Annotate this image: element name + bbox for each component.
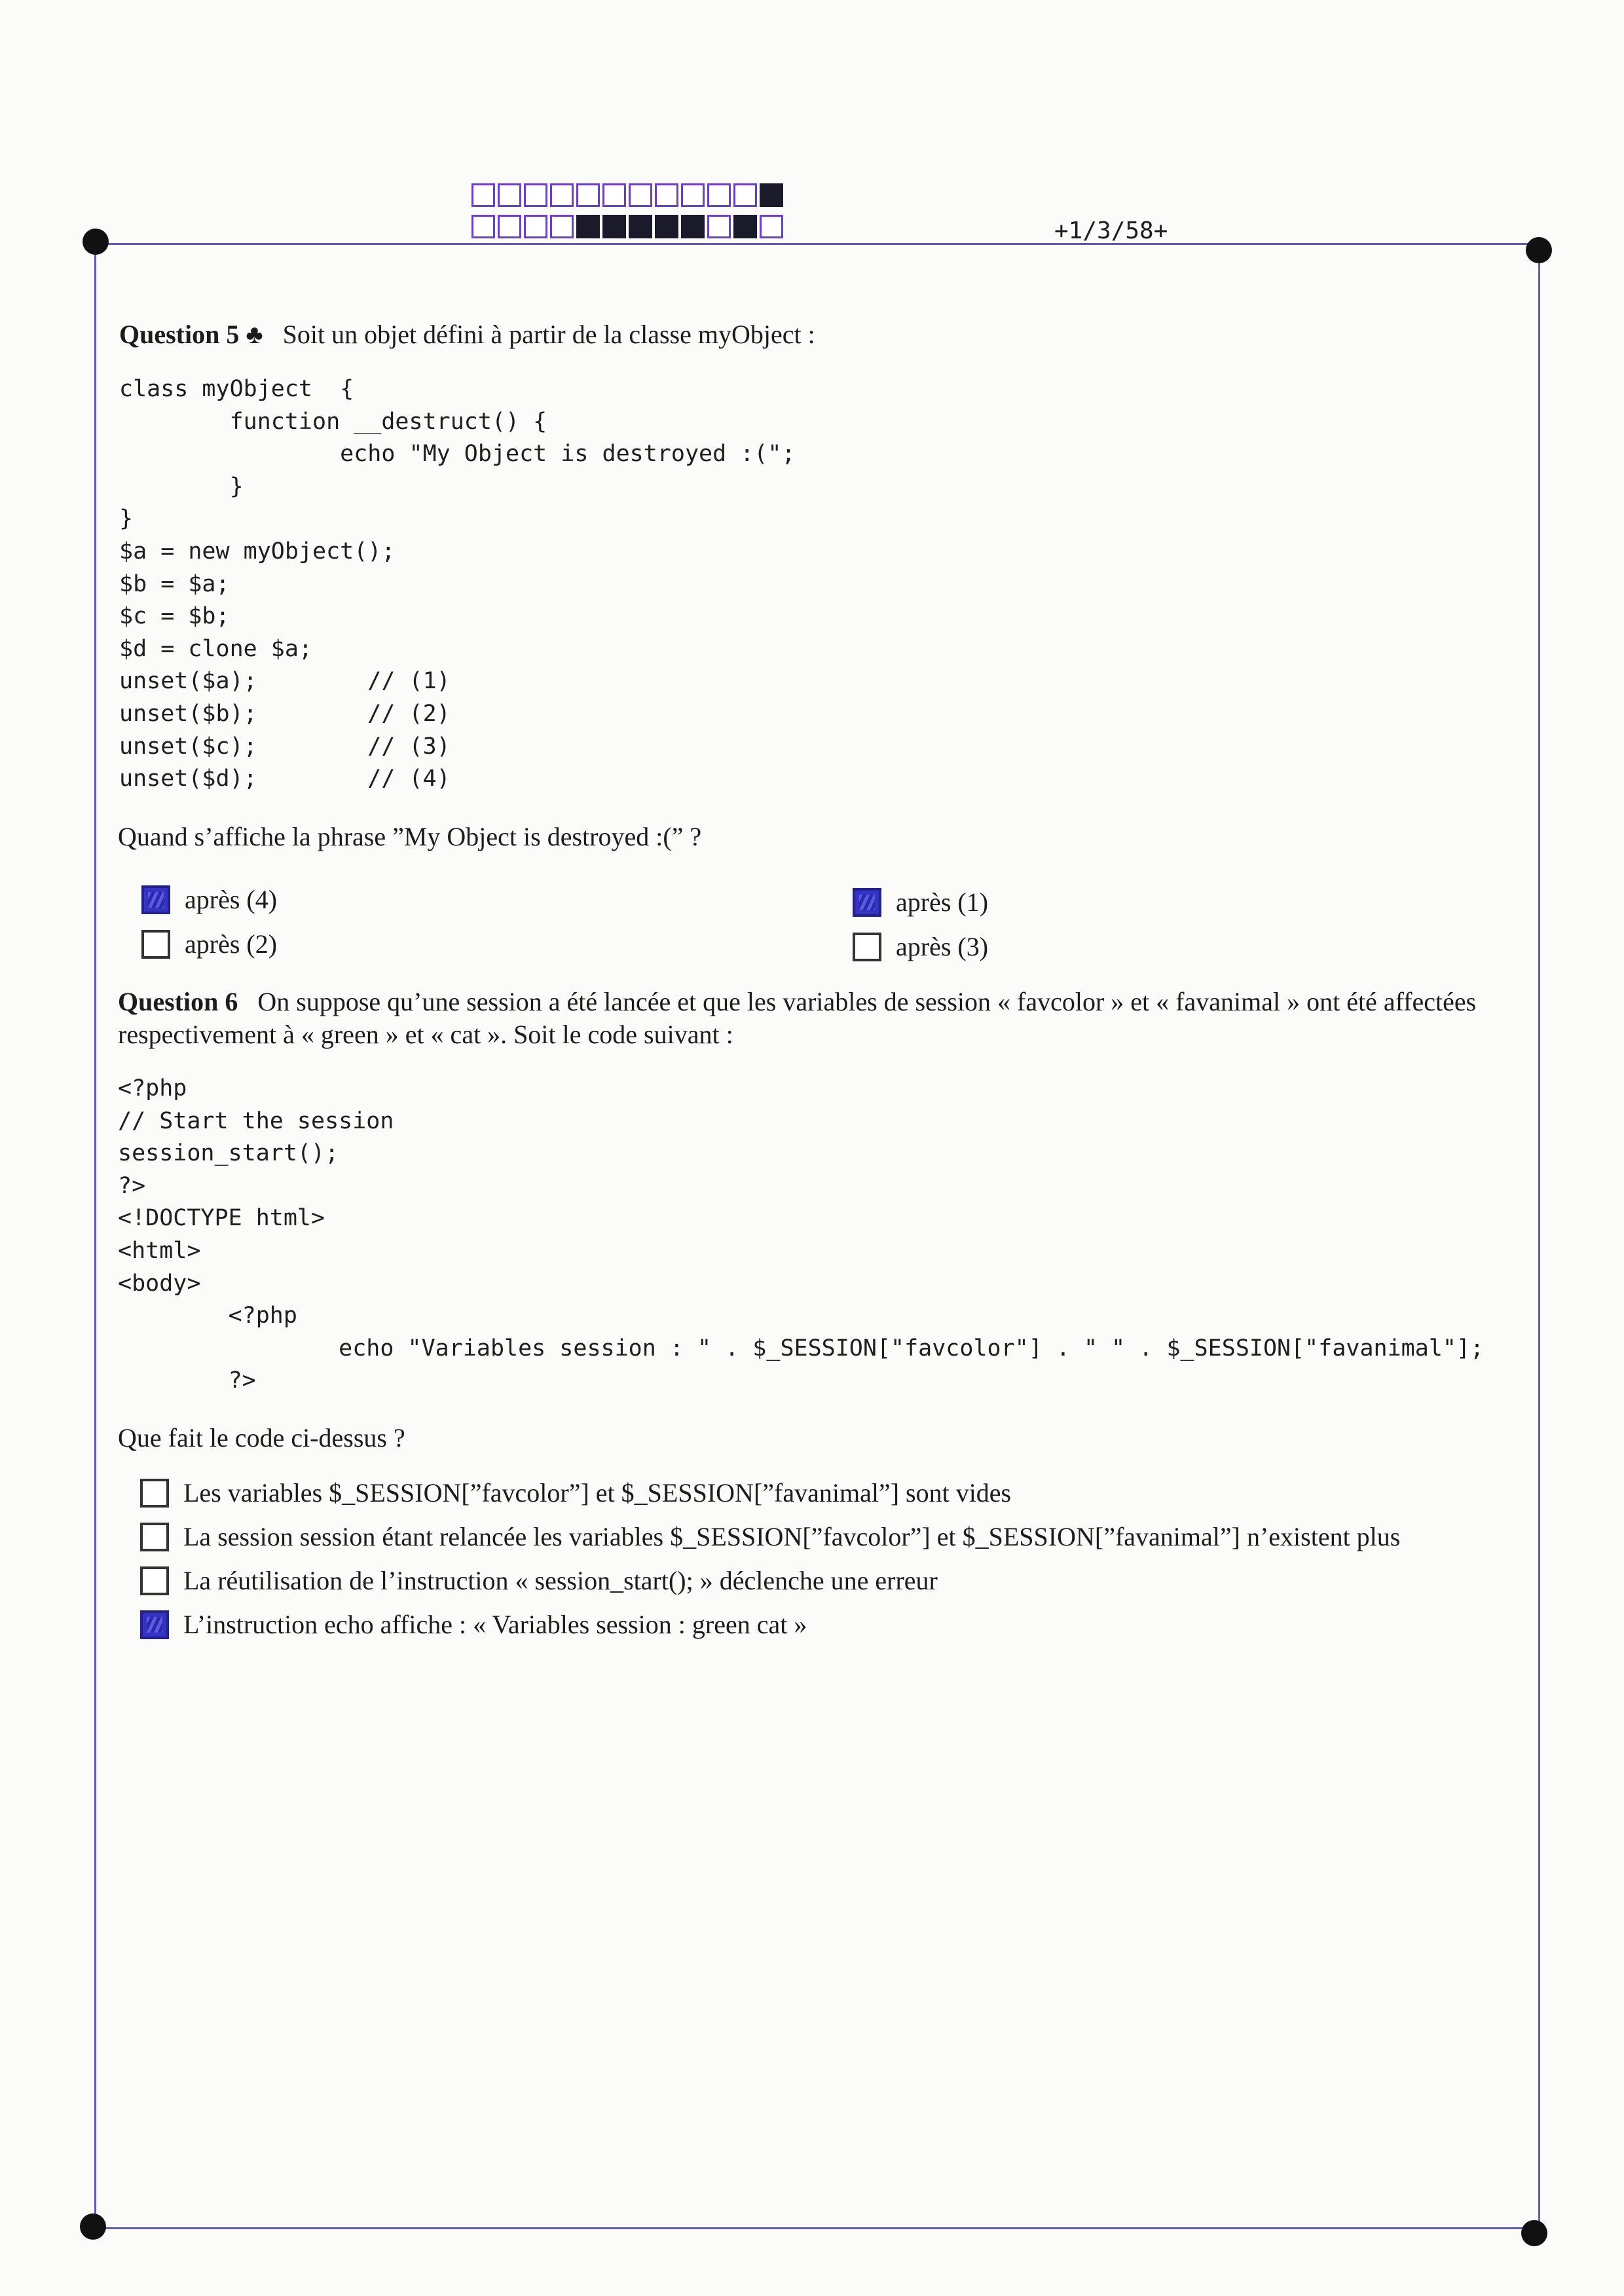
barcode-cell	[629, 183, 652, 207]
q5-checkbox-3[interactable]	[141, 930, 170, 959]
q6-choice-4[interactable]	[140, 1609, 807, 1640]
barcode-cell	[471, 215, 495, 238]
q6-prompt: Que fait le code ci-dessus ?	[118, 1423, 405, 1453]
barcode-cell	[471, 183, 495, 207]
q6-checkbox-2[interactable]	[140, 1523, 169, 1551]
barcode-cell	[550, 183, 574, 207]
q5-choice-label-2: après (1)	[896, 887, 989, 917]
frame-bottom-line	[93, 2227, 1534, 2229]
q6-code: <?php // Start the session session_start(); ?> <!DOCTYPE html> <html> <body> <?php echo "Variables session : " . $_SESSION["favcolor"] . " " . $_SESSION["favanimal"]; ?>	[118, 1075, 1485, 1394]
q5-checkbox-4[interactable]	[853, 933, 881, 961]
q5-choice-2[interactable]	[853, 887, 988, 917]
barcode-cell	[655, 215, 678, 238]
q6-choice-label-3: La réutilisation de l’instruction « session_start(); » déclenche une erreur	[183, 1566, 938, 1595]
q6-checkbox-4[interactable]	[140, 1610, 169, 1639]
barcode-cell	[681, 183, 705, 207]
q5-code: class myObject { function __destruct() { echo "My Object is destroyed :("; } } $a = new myObject(); $b = $a; $c = $b; $d = clone $a; unset($a); // (1) unset($b); // (2) unset($c); // (3) unset($d); // (4)	[119, 376, 796, 792]
q6-choice-label-1: Les variables $_SESSION[”favcolor”] et $_SESSION[”favanimal”] sont vides	[183, 1478, 1012, 1508]
barcode-cell	[681, 215, 705, 238]
q6-choice-label-2: La session session étant relancée les variables $_SESSION[”favcolor”] et $_SESSION[”favanimal”] n’existent plus	[183, 1522, 1401, 1551]
q5-choice-label-3: après (2)	[185, 929, 278, 959]
barcode-cell	[498, 215, 521, 238]
barcode-cell	[733, 183, 757, 207]
barcode-cell	[498, 183, 521, 207]
q5-checkbox-2[interactable]	[853, 888, 881, 917]
frame-right-line	[1538, 244, 1540, 2228]
barcode-row-2	[471, 215, 786, 238]
barcode-row-1	[471, 183, 786, 207]
q6-choice-3[interactable]	[140, 1565, 938, 1596]
q5-prompt: Quand s’affiche la phrase ”My Object is destroyed :(” ?	[118, 822, 702, 851]
barcode-cell	[576, 215, 600, 238]
page-id: +1/3/58+	[1054, 217, 1168, 244]
q6-text: On suppose qu’une session a été lancée et que les variables de session « favcolor » et « favanimal » ont été affectées respectivement à « green » et « cat ». Soit le code suivant :	[118, 987, 1477, 1049]
q5-choice-label-1: après (4)	[185, 885, 278, 914]
q5-choice-label-4: après (3)	[896, 932, 989, 961]
barcode-cell	[602, 183, 626, 207]
q6-number: Question 6	[118, 987, 238, 1016]
q6-header	[118, 986, 1519, 1051]
q5-number: Question 5 ♣	[119, 320, 263, 349]
q5-text: Soit un objet défini à partir de la classe myObject :	[282, 320, 815, 349]
q5-header	[119, 318, 815, 351]
barcode-cell	[707, 183, 731, 207]
q6-checkbox-3[interactable]	[140, 1566, 169, 1595]
barcode-cell	[733, 215, 757, 238]
corner-marker-bottom-right	[1521, 2220, 1547, 2246]
corner-marker-top-right	[1526, 237, 1552, 263]
barcode-cell	[524, 215, 547, 238]
barcode-cell	[655, 183, 678, 207]
barcode-cell	[550, 215, 574, 238]
barcode-cell	[760, 215, 783, 238]
barcode-cell	[707, 215, 731, 238]
barcode-cell	[524, 183, 547, 207]
q6-choice-label-4: L’instruction echo affiche : « Variables session : green cat »	[183, 1610, 807, 1639]
barcode-cell	[576, 183, 600, 207]
q5-choice-3[interactable]	[141, 929, 277, 959]
barcode-cell	[760, 183, 783, 207]
q6-choice-2[interactable]	[140, 1521, 1400, 1552]
q5-choice-4[interactable]	[853, 931, 988, 962]
barcode-cell	[602, 215, 626, 238]
frame-left-line	[94, 244, 96, 2228]
corner-marker-bottom-left	[80, 2213, 106, 2240]
q5-choice-1[interactable]	[141, 884, 277, 915]
q5-checkbox-1[interactable]	[141, 885, 170, 914]
frame-top-line	[96, 243, 1540, 245]
q6-choice-1[interactable]	[140, 1477, 1011, 1508]
barcode-cell	[629, 215, 652, 238]
q6-checkbox-1[interactable]	[140, 1479, 169, 1508]
corner-marker-top-left	[83, 229, 109, 255]
